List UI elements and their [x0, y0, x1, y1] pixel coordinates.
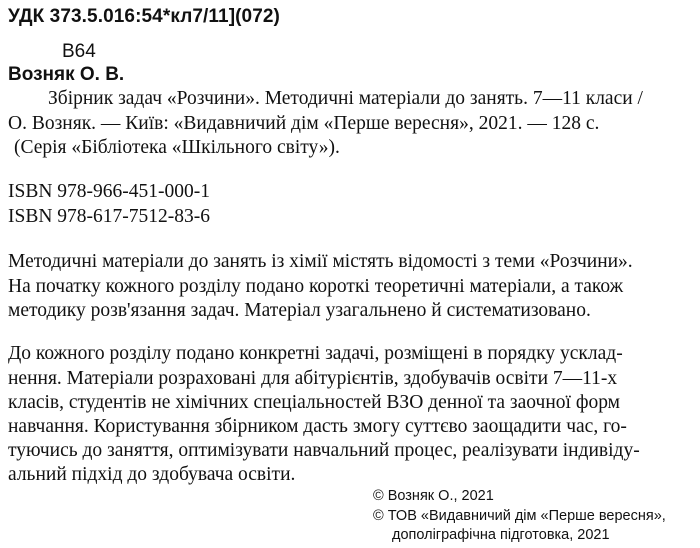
copyright-prepress: дополіграфічна підготовка, 2021 [392, 527, 610, 543]
citation-line-3: (Серія «Бібліотека «Шкільного світу»). [14, 137, 340, 158]
abstract-2-line-1: До кожного розділу подано конкретні задачі, розміщені в порядку усклад- [8, 343, 623, 364]
abstract-2-line-5: туючись до заняття, оптимізувати навчальний процес, реалізувати індивіду- [8, 440, 640, 461]
isbn-1: ISBN 978-966-451-000-1 [8, 181, 211, 202]
abstract-1-line-2: На початку кожного розділу подано короткі теоретичні матеріали, а також [8, 276, 624, 297]
author-name: Возняк О. В. [8, 64, 125, 85]
citation-line-1: Збірник задач «Розчини». Методичні матеріали до занять. 7—11 класи / [48, 88, 643, 109]
isbn-2: ISBN 978-617-7512-83-6 [8, 206, 211, 227]
citation-line-2: О. Возняк. — Київ: «Видавничий дім «Перше вересня», 2021. — 128 с. [8, 113, 600, 134]
bbk-code: В64 [62, 41, 96, 62]
udc-code: УДК 373.5.016:54*кл7/11](072) [8, 6, 280, 27]
abstract-1-line-3: методику розв'язання задач. Матеріал узагальнено й систематизовано. [8, 300, 591, 321]
copyright-author: © Возняк О., 2021 [373, 488, 494, 504]
abstract-2-line-2: нення. Матеріали розраховані для абітурієнтів, здобувачів освіти 7—11-х [8, 368, 618, 389]
abstract-1-line-1: Методичні матеріали до занять із хімії містять відомості з теми «Розчини». [8, 251, 633, 272]
copyright-publisher: © ТОВ «Видавничий дім «Перше вересня», [373, 508, 666, 524]
abstract-2-line-4: навчання. Користування збірником дасть змогу суттєво заощадити час, го- [8, 416, 627, 437]
abstract-2-line-6: альний підхід до здобувача освіти. [8, 464, 296, 485]
abstract-2-line-3: класів, студентів не хімічних спеціальностей ВЗО денної та заочної форм [8, 392, 621, 413]
